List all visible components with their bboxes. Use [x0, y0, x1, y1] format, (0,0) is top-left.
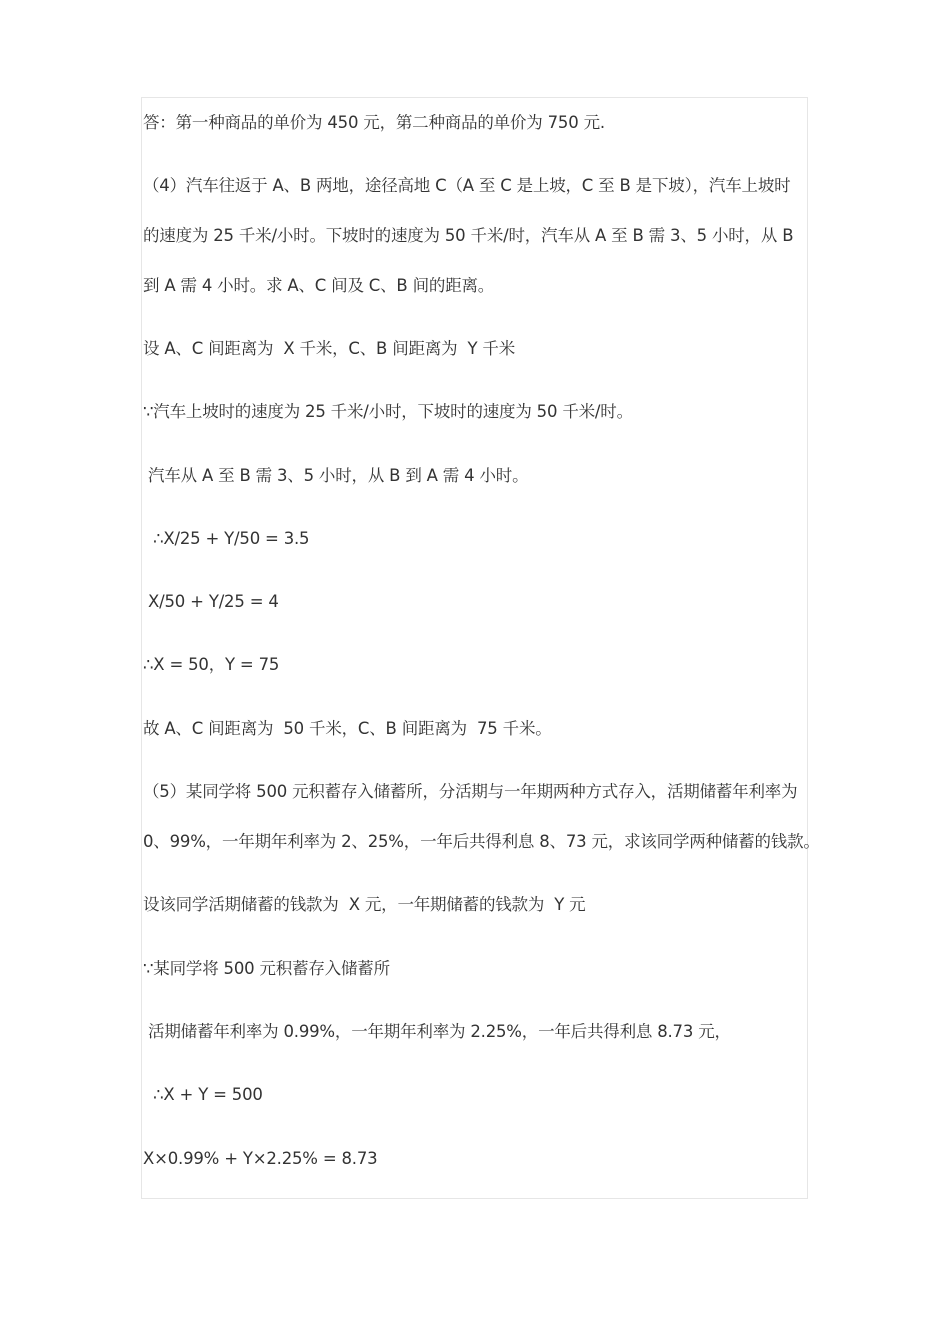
problem-4-line-2: 的速度为 25 千米/小时。下坡时的速度为 50 千米/时，汽车从 A 至 B 需 3、5 小时，从 B: [143, 226, 794, 245]
problem-5-line-1: （5）某同学将 500 元积蓄存入储蓄所，分活期与一年期两种方式存入，活期储蓄年利率为: [143, 782, 798, 801]
solution-5-because-2: 活期储蓄年利率为 0.99%，一年期年利率为 2.25%，一年后共得利息 8.73 元，: [143, 1022, 731, 1041]
solution-5-setup: 设该同学活期储蓄的钱款为 X 元，一年期储蓄的钱款为 Y 元: [143, 895, 586, 914]
solution-4-because-1: ∵汽车上坡时的速度为 25 千米/小时，下坡时的速度为 50 千米/时。: [143, 402, 633, 421]
solution-4-equation-1: ∴X/25 + Y/50 = 3.5: [143, 529, 310, 548]
answer-line: 答：第一种商品的单价为 450 元，第二种商品的单价为 750 元.: [143, 113, 605, 132]
solution-5-because-1: ∵某同学将 500 元积蓄存入储蓄所: [143, 959, 390, 978]
solution-4-setup: 设 A、C 间距离为 X 千米，C、B 间距离为 Y 千米: [143, 339, 516, 358]
solution-4-result: ∴X = 50，Y = 75: [143, 655, 280, 674]
solution-5-equation-2: X×0.99% + Y×2.25% = 8.73: [143, 1149, 378, 1168]
solution-4-equation-2: X/50 + Y/25 = 4: [143, 592, 279, 611]
solution-4-conclusion: 故 A、C 间距离为 50 千米，C、B 间距离为 75 千米。: [143, 719, 552, 738]
solution-4-because-2: 汽车从 A 至 B 需 3、5 小时，从 B 到 A 需 4 小时。: [143, 466, 529, 485]
problem-5-line-2: 0、99%，一年期年利率为 2、25%，一年后共得利息 8、73 元，求该同学两种储蓄的钱款。: [143, 832, 820, 851]
solution-5-equation-1: ∴X + Y = 500: [143, 1085, 263, 1104]
problem-4-line-3: 到 A 需 4 小时。求 A、C 间及 C、B 间的距离。: [143, 276, 495, 295]
problem-4-line-1: （4）汽车往返于 A、B 两地，途径高地 C（A 至 C 是上坡，C 至 B 是下坡），汽车上坡时: [143, 176, 791, 195]
